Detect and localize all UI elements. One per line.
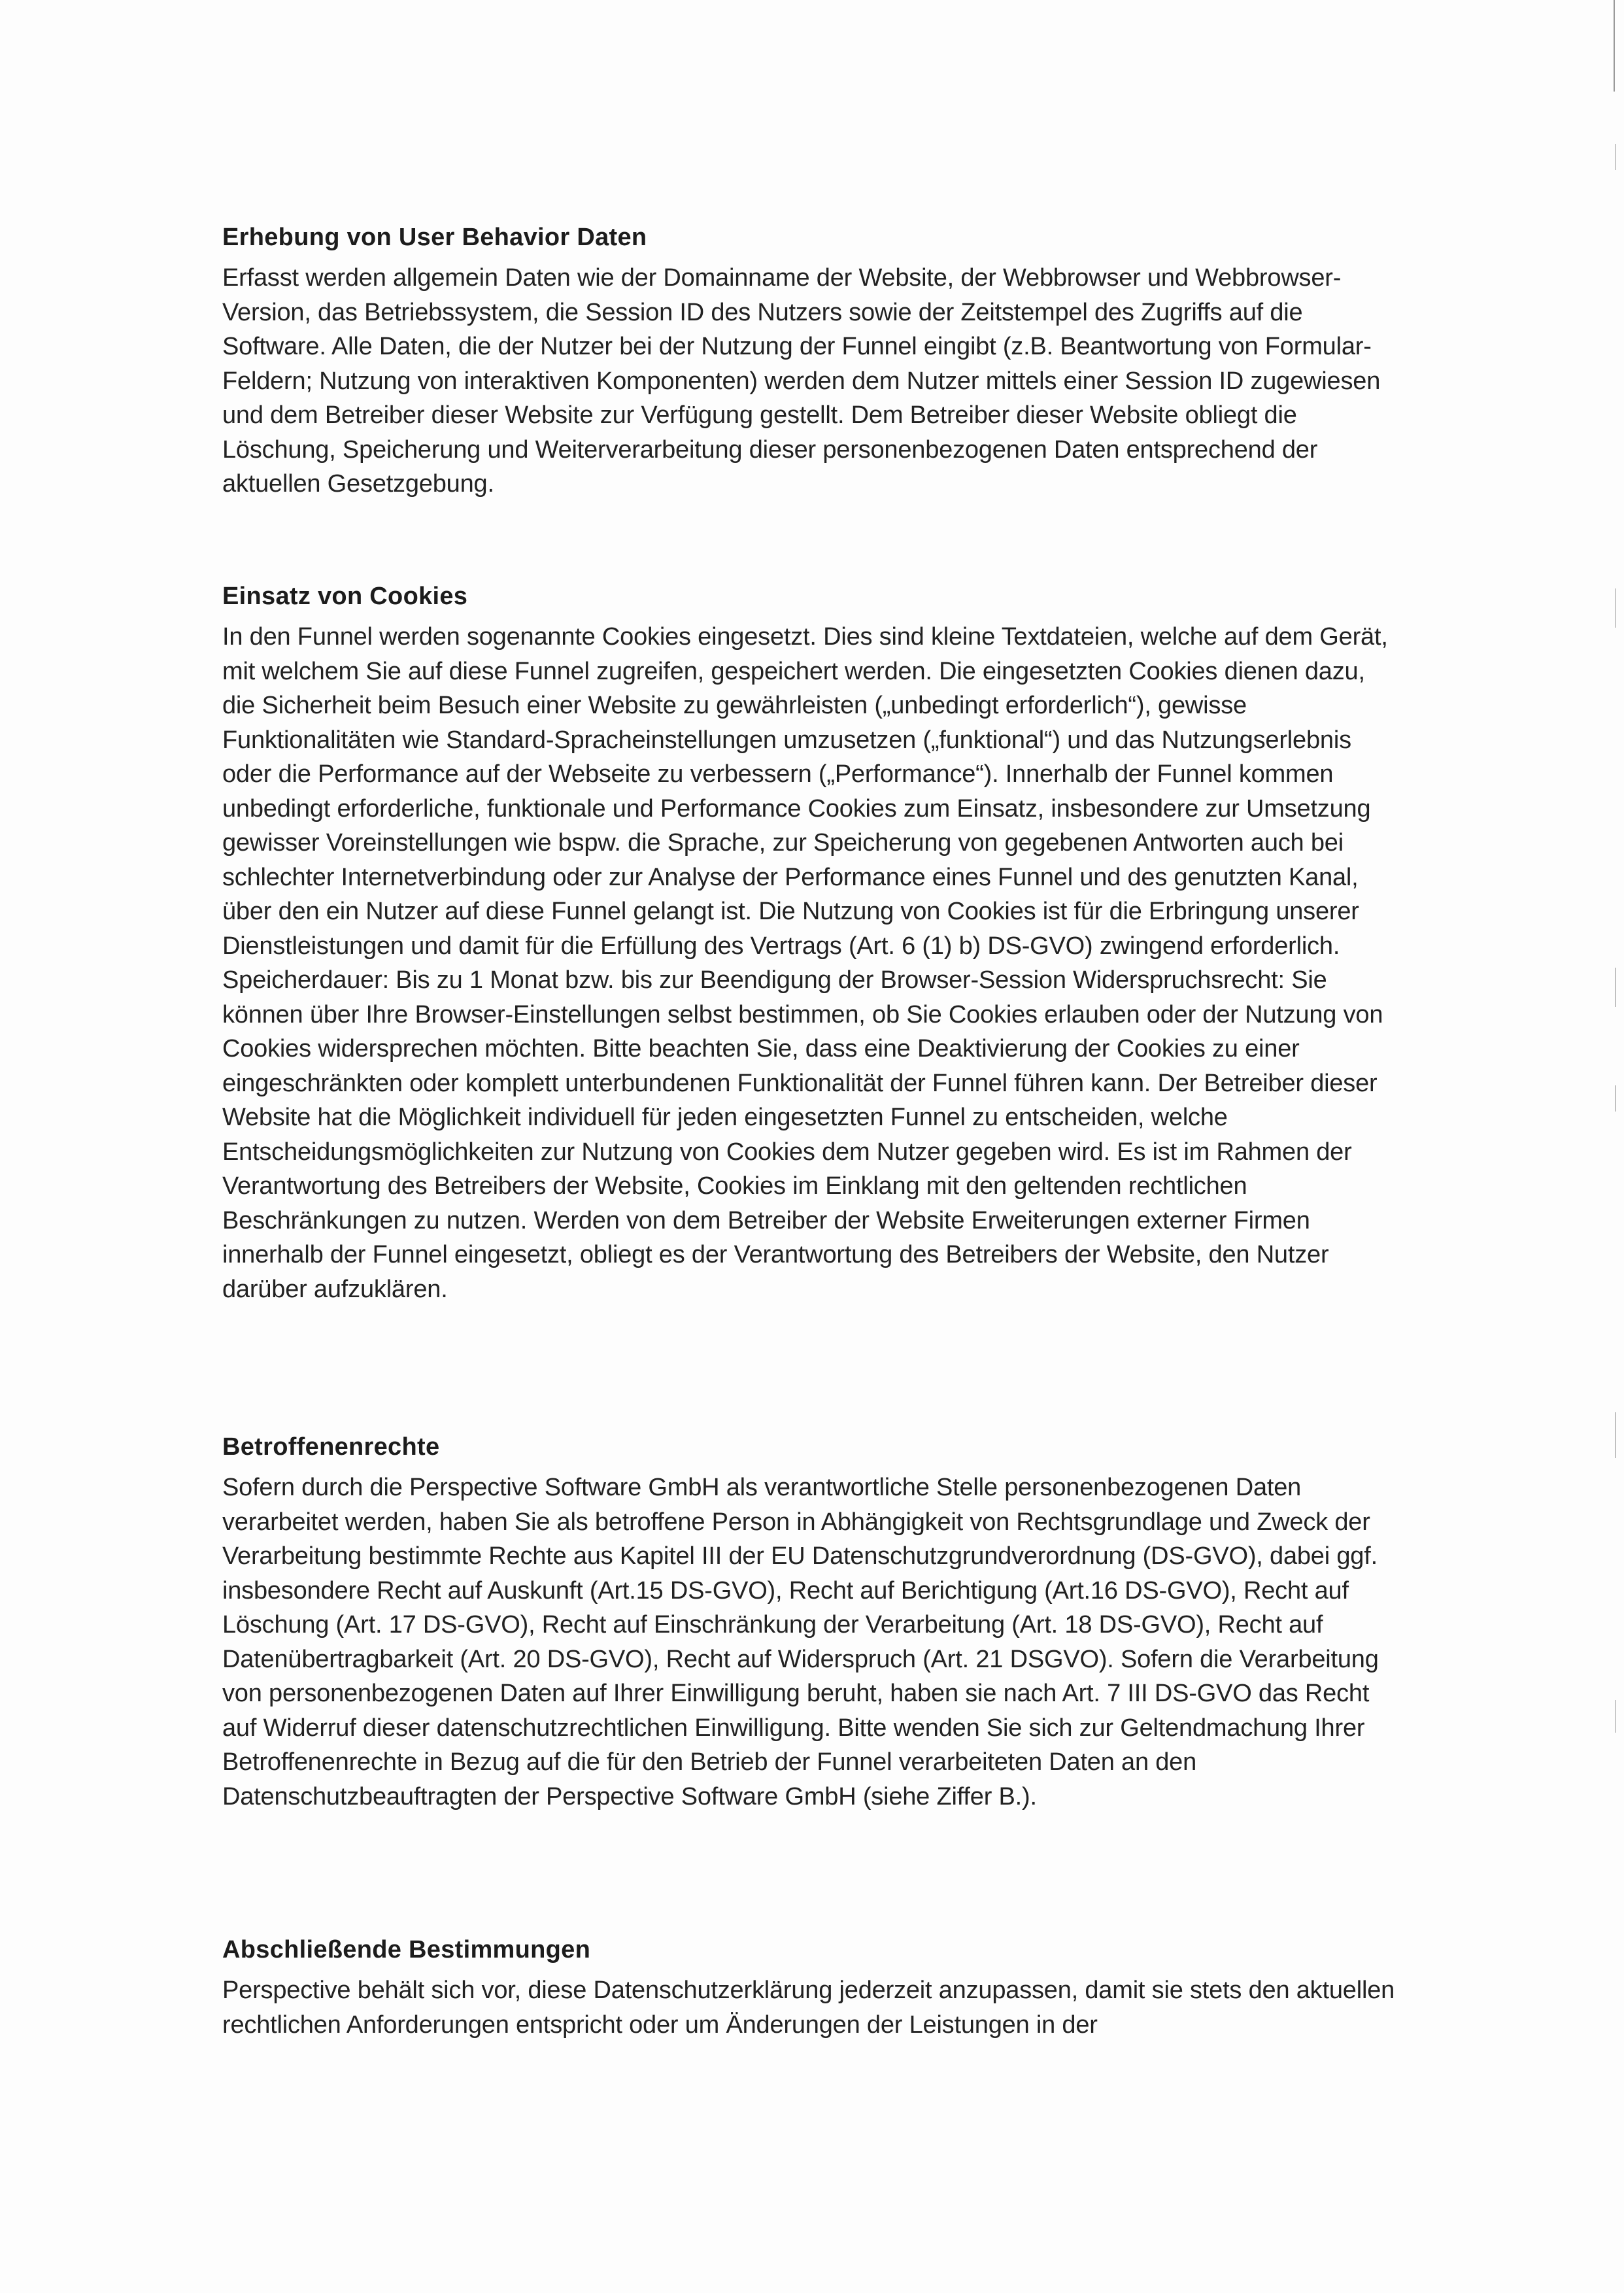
section-final-provisions bbox=[222, 1933, 1399, 2042]
section-data-subject-rights bbox=[222, 1430, 1399, 1814]
scan-artifact-line bbox=[1615, 588, 1616, 628]
section-body: Sofern durch die Perspective Software GmbH als verantwortliche Stelle personenbezogenen Daten verarbeitet werden, haben Sie als betroffene Person in Abhängigkeit von Rechtsgrundlage und Zweck der Verarbeitung bestimmte Rechte aus Kapitel III der EU Datenschutzgrundverordnung (DS-GVO), dabei ggf. insbesondere Recht auf Auskunft (Art.15 DS-GVO), Recht auf Berichtigung (Art.16 DS-GVO), Recht auf Löschung (Art. 17 DS-GVO), Recht auf Einschränkung der Verarbeitung (Art. 18 DS-GVO), Recht auf Datenübertragbarkeit (Art. 20 DS-GVO), Recht auf Widerspruch (Art. 21 DSGVO). Sofern die Verarbeitung von personenbezogenen Daten auf Ihrer Einwilligung beruht, haben sie nach Art. 7 III DS-GVO das Recht auf Widerruf dieser datenschutzrechtlichen Einwilligung. Bitte wenden Sie sich zur Geltendmachung Ihrer Betroffenenrechte in Bezug auf die für den Betrieb der Funnel verarbeiteten Daten an den Datenschutzbeauftragten der Perspective Software GmbH (siehe Ziffer B.). bbox=[222, 1474, 1379, 1810]
scan-artifact-line bbox=[1615, 1085, 1616, 1112]
scan-artifact-line bbox=[1615, 144, 1616, 170]
section-body: Erfasst werden allgemein Daten wie der Domainname der Website, der Webbrowser und Webbrowser-Version, das Betriebssystem, die Session ID des Nutzers sowie der Zeitstempel des Zugriffs auf die Software. Alle Daten, die der Nutzer bei der Nutzung der Funnel eingibt (z.B. Beantwortung von Formular-Feldern; Nutzung von interaktiven Komponenten) werden dem Nutzer mittels einer Session ID zugewiesen und dem Betreiber dieser Website zur Verfügung gestellt. Dem Betreiber dieser Website obliegt die Löschung, Speicherung und Weiterverarbeitung dieser personenbezogenen Daten entsprechend der aktuellen Gesetzgebung. bbox=[222, 264, 1381, 498]
scan-artifact-line bbox=[1614, 0, 1615, 92]
scan-artifact-line bbox=[1615, 968, 1616, 1007]
scan-artifact-line bbox=[1615, 1412, 1616, 1458]
section-heading: Abschließende Bestimmungen bbox=[222, 1936, 591, 1963]
section-heading: Betroffenenrechte bbox=[222, 1433, 440, 1461]
section-body: In den Funnel werden sogenannte Cookies eingesetzt. Dies sind kleine Textdateien, welche auf dem Gerät, mit welchem Sie auf diese Funnel zugreifen, gespeichert werden. Die eingesetzten Cookies dienen dazu, die Sicherheit beim Besuch einer Website zu gewährleisten („unbedingt erforderlich“), gewisse Funktionalitäten wie Standard-Spracheinstellungen umzusetzen („funktional“) und das Nutzungserlebnis oder die Performance auf der Webseite zu verbessern („Performance“). Innerhalb der Funnel kommen unbedingt erforderliche, funktionale und Performance Cookies zum Einsatz, insbesondere zur Umsetzung gewisser Voreinstellungen wie bspw. die Sprache, zur Speicherung von gegebenen Antworten auch bei schlechter Internetverbindung oder zur Analyse der Performance eines Funnel und des genutzten Kanal, über den ein Nutzer auf diese Funnel gelangt ist. Die Nutzung von Cookies ist für die Erbringung unserer Dienstleistungen und damit für die Erfüllung des Vertrags (Art. 6 (1) b) DS-GVO) zwingend erforderlich. Speicherdauer: Bis zu 1 Monat bzw. bis zur Beendigung der Browser-Session Widerspruchsrecht: Sie können über Ihre Browser-Einstellungen selbst bestimmen, ob Sie Cookies erlauben oder der Nutzung von Cookies widersprechen möchten. Bitte beachten Sie, dass eine Deaktivierung der Cookies zu einer eingeschränkten oder komplett unterbundenen Funktionalität der Funnel führen kann. Der Betreiber dieser Website hat die Möglichkeit individuell für jeden eingesetzten Funnel zu entscheiden, welche Entscheidungsmöglichkeiten zur Nutzung von Cookies dem Nutzer gegeben wird. Es ist im Rahmen der Verantwortung des Betreibers der Website, Cookies im Einklang mit den geltenden rechtlichen Beschränkungen zu nutzen. Werden von dem Betreiber der Website Erweiterungen externer Firmen innerhalb der Funnel eingesetzt, obliegt es der Verantwortung des Betreibers der Website, den Nutzer darüber aufzuklären. bbox=[222, 623, 1388, 1303]
section-heading: Erhebung von User Behavior Daten bbox=[222, 224, 647, 251]
scan-artifact-line bbox=[1615, 1700, 1616, 1733]
section-cookies bbox=[222, 579, 1399, 1306]
section-heading: Einsatz von Cookies bbox=[222, 583, 468, 610]
section-user-behavior-data bbox=[222, 220, 1399, 501]
section-body: Perspective behält sich vor, diese Datenschutzerklärung jederzeit anzupassen, damit sie stets den aktuellen rechtlichen Anforderungen entspricht oder um Änderungen der Leistungen in der bbox=[222, 1977, 1395, 2039]
